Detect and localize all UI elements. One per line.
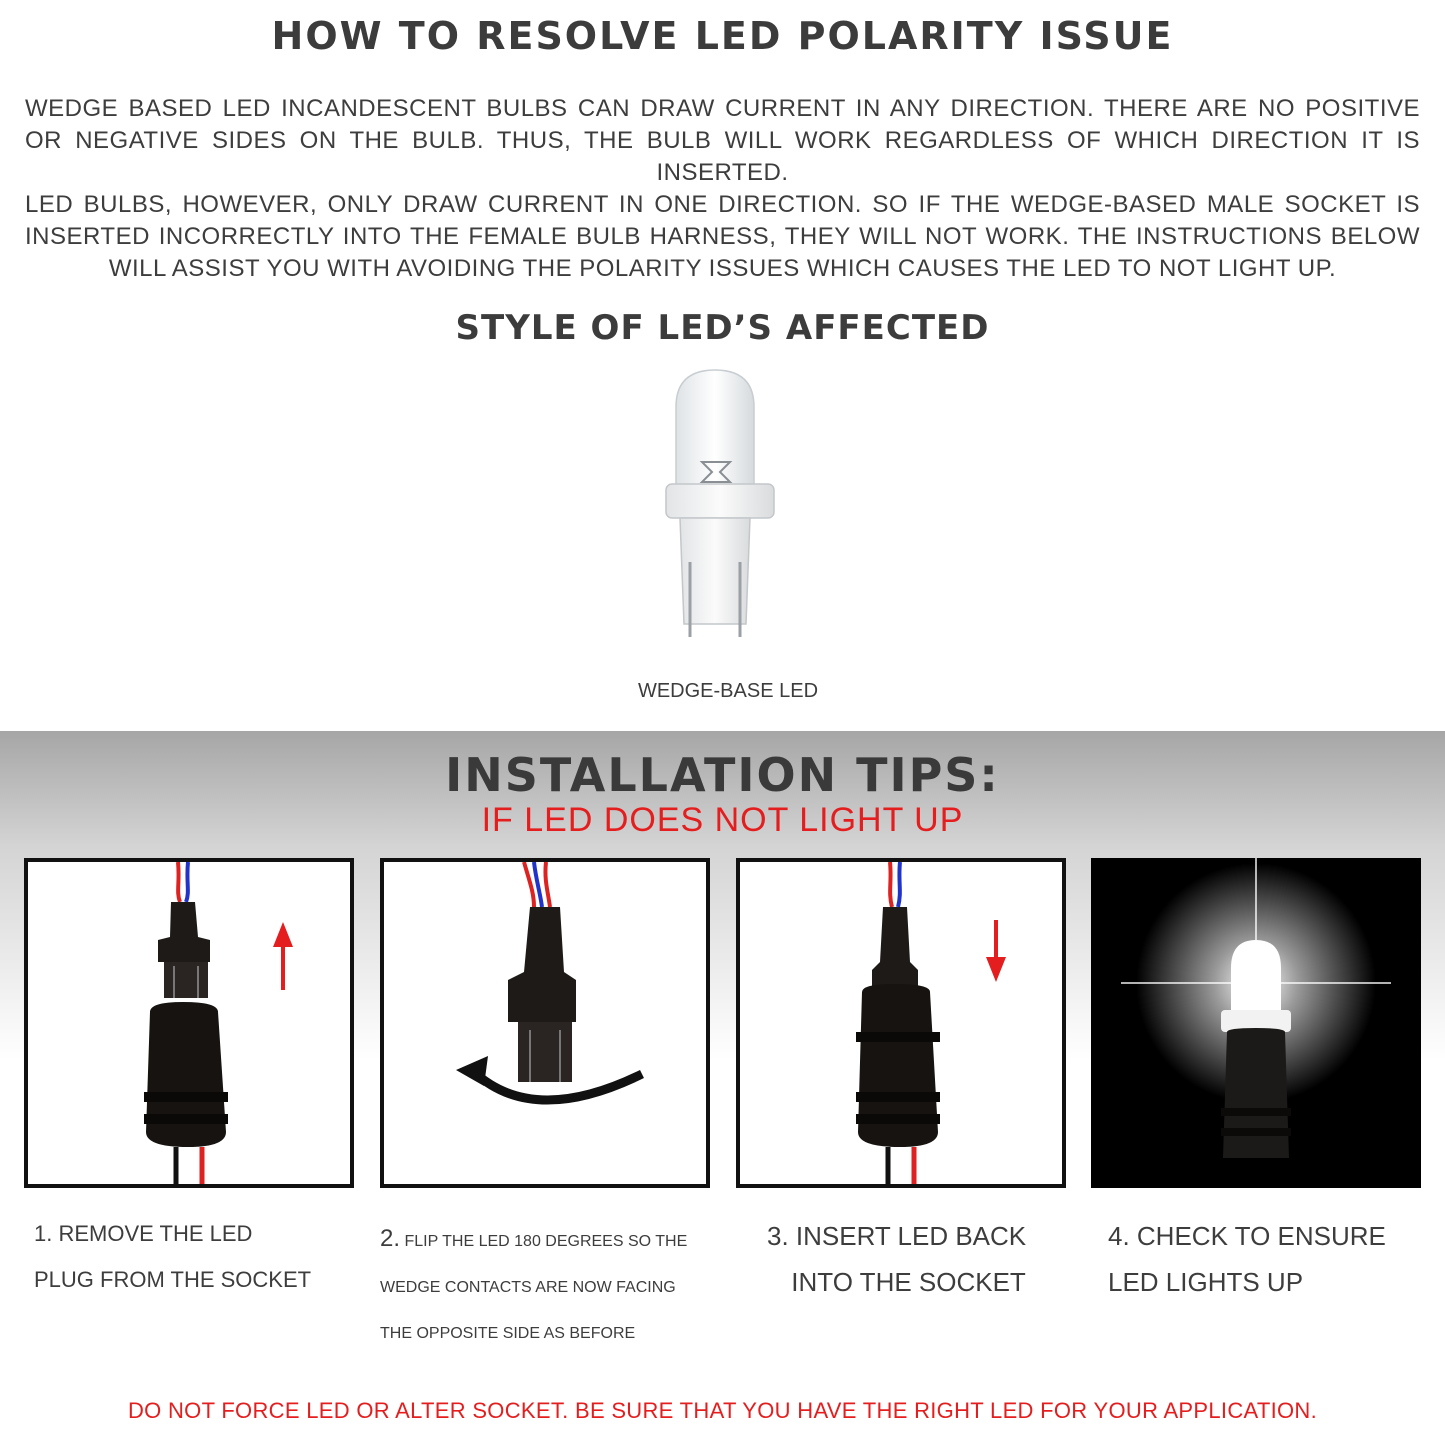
- footer-warning: DO NOT FORCE LED OR ALTER SOCKET. BE SURE THAT YOU HAVE THE RIGHT LED FOR YOUR APPLICATION.: [127, 1398, 1318, 1423]
- step-1-line-2: PLUG FROM THE SOCKET: [34, 1267, 312, 1292]
- plug-arrow-down-icon: [740, 862, 1062, 1184]
- step-3-line-1: 3. INSERT LED BACK: [767, 1221, 1027, 1251]
- rotate-arrow-icon: [384, 862, 706, 1184]
- step-2-line-3: THE OPPOSITE SIDE AS BEFORE: [380, 1325, 636, 1342]
- step-4-panel: [1091, 858, 1421, 1188]
- step-2-line-2: WEDGE CONTACTS ARE NOW FACING: [380, 1279, 676, 1296]
- bulb-caption: WEDGE-BASE LED: [637, 680, 819, 702]
- page-title: HOW TO RESOLVE LED POLARITY ISSUE: [271, 14, 1174, 58]
- wedge-base-led-image: [640, 362, 800, 652]
- installation-tips-title: INSTALLATION TIPS:: [445, 748, 1000, 802]
- glowing-led-icon: [1091, 858, 1421, 1188]
- step-3-panel: [736, 858, 1066, 1188]
- affected-style-title: STYLE OF LED’S AFFECTED: [455, 308, 990, 348]
- intro-paragraph-2: LED BULBS, HOWEVER, ONLY DRAW CURRENT IN ONE DIRECTION. SO IF THE WEDGE-BASED MALE SOCKET IS INSERTED INCORRECTLY INTO THE FEMALE BULB HARNESS, THEY WILL NOT WORK. THE INSTRUCTIONS BELOW WILL ASSIST YOU WITH AVOIDING THE POLARITY ISSUES WHICH CAUSES THE LED TO NOT LIGHT UP.: [25, 191, 1420, 282]
- step-1-line-1: 1. REMOVE THE LED: [34, 1221, 253, 1246]
- step-2-number: 2.: [380, 1225, 401, 1252]
- step-2-text: [380, 1216, 687, 1357]
- installation-tips-subtitle: IF LED DOES NOT LIGHT UP: [481, 801, 964, 839]
- step-4-line-1: 4. CHECK TO ENSURE: [1108, 1221, 1386, 1251]
- step-4-line-2: LED LIGHTS UP: [1108, 1267, 1304, 1297]
- intro-paragraph-1: WEDGE BASED LED INCANDESCENT BULBS CAN DRAW CURRENT IN ANY DIRECTION. THERE ARE NO POSITIVE OR NEGATIVE SIDES ON THE BULB. THUS, THE BULB WILL WORK REGARDLESS OF WHICH DIRECTION IT IS INSERTED.: [25, 95, 1420, 186]
- step-4-text: [1108, 1213, 1386, 1305]
- step-2-line-1: [380, 1216, 687, 1265]
- step-3-line-2: INTO THE SOCKET: [791, 1267, 1026, 1297]
- step-2-panel: [380, 858, 710, 1188]
- step-1-panel: [24, 858, 354, 1188]
- step-2-line-1-text: FLIP THE LED 180 DEGREES SO THE: [404, 1233, 688, 1250]
- unplug-arrow-up-icon: [28, 862, 350, 1184]
- step-3-text: [767, 1213, 1026, 1305]
- step-1-text: [34, 1211, 311, 1303]
